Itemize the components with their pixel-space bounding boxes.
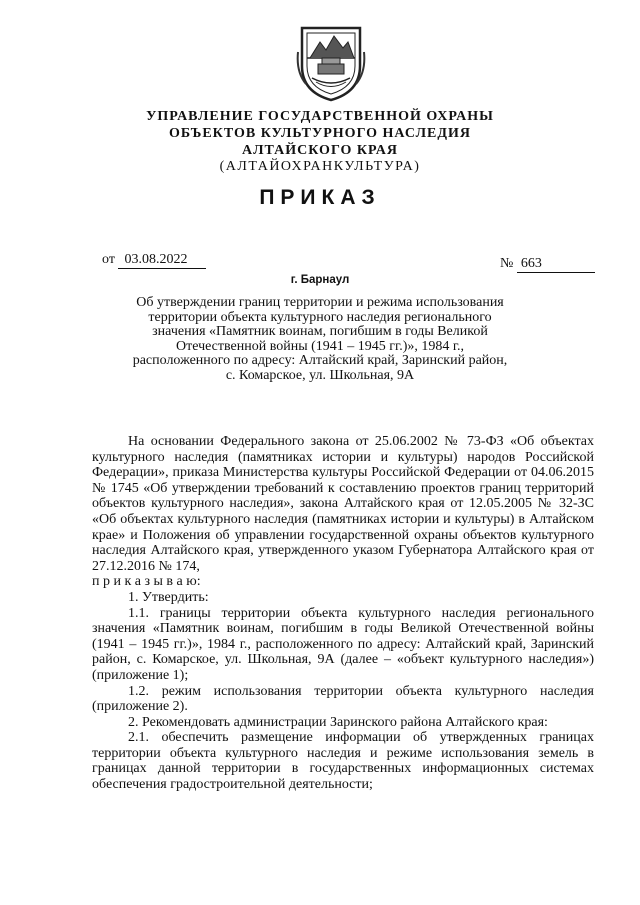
preamble-paragraph: На основании Федерального закона от 25.06.2002 № 73-ФЗ «Об объектах культурного наследия (памятниках истории и культуры) народов Российской Федерации», приказа Министерства культуры Российской Федерации от 04.06.2015 № 1745 «Об утверждении требований к составлению проектов границ территорий объектов культурного наследия», закона Алтайского края от 12.05.2005 № 32-ЗС «Об объектах культурного наследия (памятниках истории и культуры) в Алтайском крае» и Положения об управлении государственной охраны объектов культурного наследия Алтайского края, утвержденного указом Губернатора Алтайского края от 27.12.2016 № 174, xyxy=(92,434,594,574)
number-label: № xyxy=(500,256,514,271)
item-2-1: 2.1. обеспечить размещение информации об утвержденных границах территории объекта культурного наследия и режиме использования земель в границах данной территории в государственных информационных системах обеспечения градостроительной деятельности; xyxy=(92,730,594,793)
item-1: 1. Утвердить: xyxy=(128,589,209,605)
order-word: п р и к а з ы в а ю: xyxy=(92,574,201,590)
org-name-line3: АЛТАЙСКОГО КРАЯ xyxy=(241,143,399,158)
document-subject: Об утверждении границ территории и режима использования территории объекта культурного наследия регионального значения «Памятник воинам, погибшим в годы Великой Отечественной войны (1941 – 1945 гг.)», 1984 г., расположенного по адресу: Алтайский край, Заринский район, с. Комарское, ул. Школьная, 9А xyxy=(132,295,508,383)
item-2: 2. Рекомендовать администрации Заринского района Алтайского края: xyxy=(128,714,548,730)
org-abbrev: (АЛТАЙОХРАНКУЛЬТУРА) xyxy=(219,159,421,174)
date-field xyxy=(102,252,206,269)
item-1-2: 1.2. режим использования территории объекта культурного наследия (приложение 2). xyxy=(92,683,594,715)
date-value: 03.08.2022 xyxy=(118,252,206,269)
document-body xyxy=(92,434,594,793)
number-value: 663 xyxy=(517,256,595,273)
number-field xyxy=(500,256,595,273)
city: г. Барнаул xyxy=(290,274,350,286)
item-1-1: 1.1. границы территории объекта культурного наследия регионального значения «Памятник воинам, погибшим в годы Великой Отечественной войны (1941 – 1945 гг.)», 1984 г., расположенного по адресу: Алтайский край, Заринский район, с. Комарское, ул. Школьная, 9А (далее – «объект культурного наследия») (приложение 1); xyxy=(92,605,594,683)
org-name-line1: УПРАВЛЕНИЕ ГОСУДАРСТВЕННОЙ ОХРАНЫ xyxy=(146,109,494,124)
coat-of-arms-icon xyxy=(296,22,366,102)
date-label: от xyxy=(102,252,115,267)
org-name-line2: ОБЪЕКТОВ КУЛЬТУРНОГО НАСЛЕДИЯ xyxy=(169,126,471,141)
document-type: ПРИКАЗ xyxy=(259,186,381,209)
